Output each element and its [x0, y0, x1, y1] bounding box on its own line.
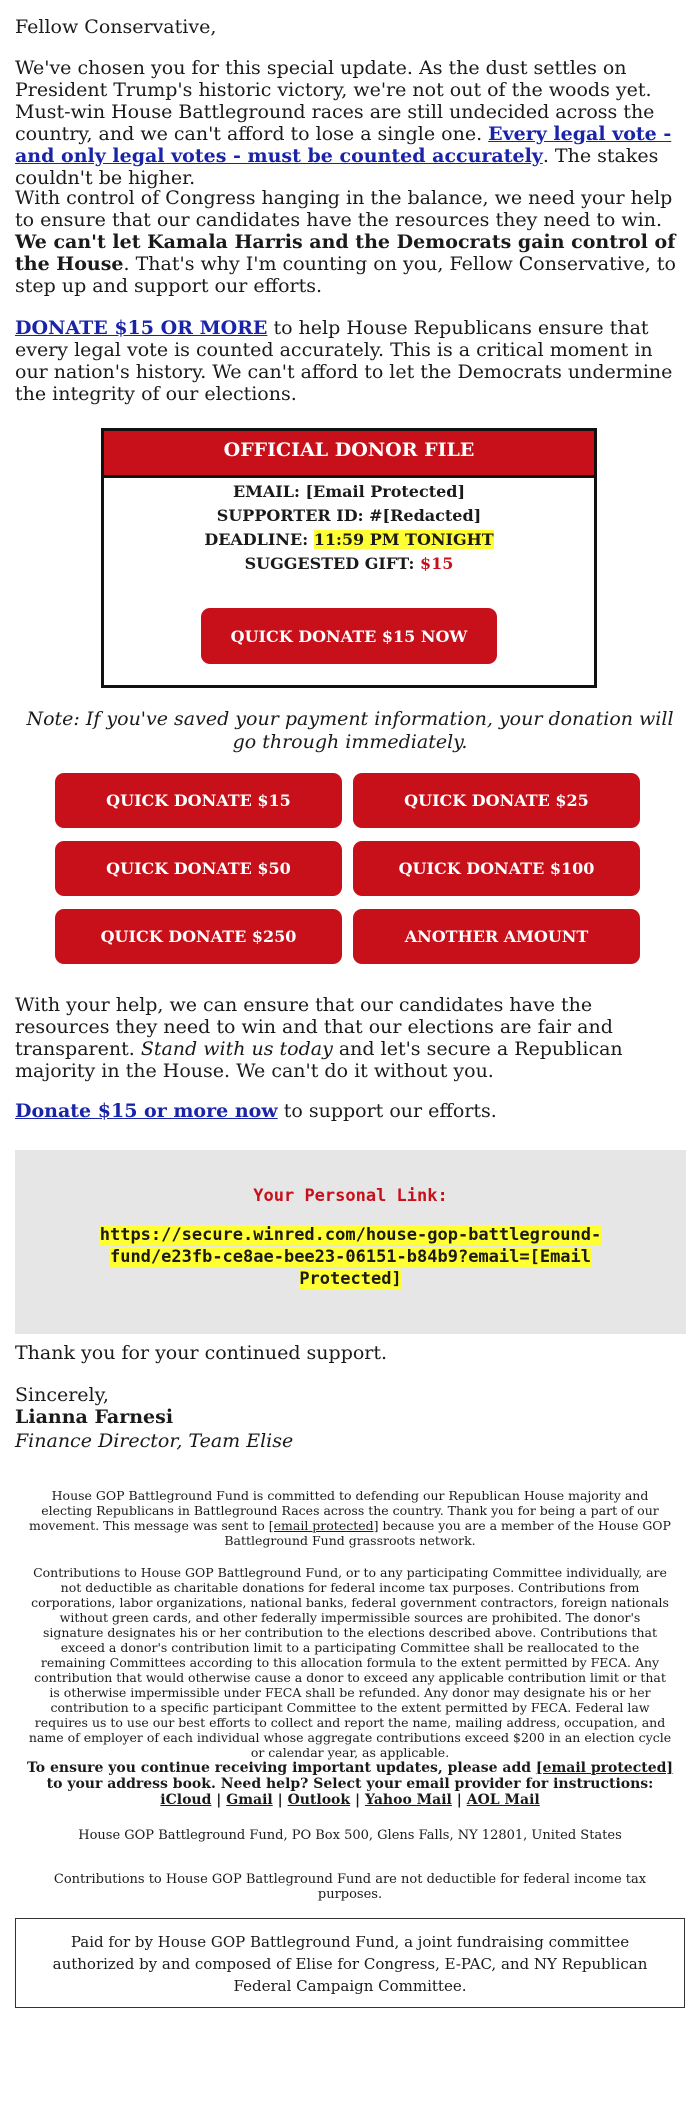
greeting: Fellow Conservative, — [15, 16, 217, 38]
signer-title: Finance Director, Team Elise — [15, 1430, 294, 1452]
personal-link-url[interactable]: https://secure.winred.com/house-gop-battleground-fund/e23fb-ce8ae-bee23-06151-b84b9?email=[Email Protected] — [99, 1225, 602, 1289]
control-paragraph — [15, 187, 685, 297]
donate-15-now-link[interactable]: Donate $15 or more now — [15, 1100, 278, 1122]
legal-votes-link[interactable]: Every legal vote - and only legal votes - must be counted accurately — [15, 123, 672, 167]
footer-deductible: Contributions to House GOP Battleground Fund are not deductible for federal income tax purposes. — [53, 1872, 647, 1902]
provider-yahoo-link[interactable]: Yahoo Mail — [364, 1792, 452, 1808]
provider-icloud-link[interactable]: iCloud — [160, 1792, 212, 1808]
help-italic: Stand with us today — [140, 1038, 333, 1060]
donor-gift-line: SUGGESTED GIFT: $15 — [244, 554, 454, 573]
donate-now-after: to support our efforts. — [277, 1100, 497, 1122]
help-paragraph — [15, 994, 685, 1082]
control-bold: We can't let Kamala Harris and the Democrats gain control of the House — [15, 231, 676, 275]
donor-supporter-line: SUPPORTER ID: #[Redacted] — [216, 506, 482, 525]
quick-donate-25-button[interactable]: QUICK DONATE $25 — [353, 773, 640, 828]
personal-link-box — [15, 1150, 686, 1334]
donor-file-box — [101, 428, 597, 688]
address-book-email: [email protected] — [535, 1760, 674, 1776]
footer-ensure: To ensure you continue receiving important updates, please add [email protected] to your address book. Need help? Select your email provider for instructions: iCloud | Gmail | Outlook | Yahoo Mail | AOL Mail — [26, 1760, 674, 1808]
quick-donate-250-button[interactable]: QUICK DONATE $250 — [55, 909, 342, 964]
footer-email: [email protected] — [268, 1518, 379, 1533]
deadline-value: 11:59 PM TONIGHT — [313, 530, 494, 549]
footer-about: House GOP Battleground Fund is committed to defending our Republican House majority and electing Republicans in Battleground Races across the country. Thank you for being a part of our movement. This message was sent to [email protected] because you are a member of the House GOP Battleground Fund grassroots network. — [29, 1488, 671, 1548]
sincerely-text: Sincerely, — [15, 1384, 109, 1406]
provider-outlook-link[interactable]: Outlook — [287, 1792, 351, 1808]
quick-donate-15-button[interactable]: QUICK DONATE $15 — [55, 773, 342, 828]
control-text: With control of Congress hanging in the balance, we need your help to ensure that our candidates have the resources they need to win. — [15, 187, 673, 231]
donate-after: to help House Republicans ensure that every legal vote is counted accurately. This is a critical moment in our nation's history. We can't afford to let the Democrats undermine the integrity of our elections. — [15, 317, 673, 405]
donate-now-paragraph — [15, 1100, 685, 1122]
supporter-id-value: #[Redacted] — [369, 506, 482, 525]
suggested-gift-value: $15 — [420, 554, 454, 573]
donor-deadline-line: DEADLINE: 11:59 PM TONIGHT — [204, 530, 494, 549]
paid-for-box: Paid for by House GOP Battleground Fund, a joint fundraising committee authorized by and composed of Elise for Congress, E-PAC, and NY Republican Federal Campaign Committee. — [15, 1918, 685, 2008]
intro-text: We've chosen you for this special update. As the dust settles on President Trump's historic victory, we're not out of the woods yet. Must-win House Battleground races are still undecided across the country, and we can't afford to lose a single one. — [15, 57, 655, 145]
footer-address: House GOP Battleground Fund, PO Box 500, Glens Falls, NY 12801, United States — [78, 1828, 622, 1843]
donor-file-details — [104, 480, 594, 576]
signer-name: Lianna Farnesi — [15, 1406, 174, 1428]
another-amount-button[interactable]: ANOTHER AMOUNT — [353, 909, 640, 964]
donor-email-value: [Email Protected] — [305, 482, 466, 501]
provider-aol-link[interactable]: AOL Mail — [466, 1792, 540, 1808]
provider-gmail-link[interactable]: Gmail — [226, 1792, 273, 1808]
donor-file-title: OFFICIAL DONOR FILE — [104, 431, 594, 478]
donate-paragraph — [15, 317, 685, 405]
intro-paragraph — [15, 57, 685, 189]
help-after: and let's secure a Republican majority in the House. We can't do it without you. — [15, 1038, 623, 1082]
intro-after: . The stakes couldn't be higher. — [15, 145, 659, 189]
donate-15-link[interactable]: DONATE $15 OR MORE — [15, 317, 268, 339]
personal-link-title: Your Personal Link: — [253, 1186, 448, 1206]
quick-donate-100-button[interactable]: QUICK DONATE $100 — [353, 841, 640, 896]
saved-payment-note: Note: If you've saved your payment information, your donation will go through immediately. — [26, 708, 674, 753]
control-after: . That's why I'm counting on you, Fellow Conservative, to step up and support our efforts. — [15, 253, 676, 297]
thanks-text: Thank you for your continued support. — [15, 1342, 388, 1364]
donor-email-line: EMAIL: [Email Protected] — [232, 482, 466, 501]
footer-legal: Contributions to House GOP Battleground Fund, or to any participating Committee individually, are not deductible as charitable donations for federal income tax purposes. Contributions from corporations, labor organizations, national banks, federal government contractors, foreign nationals without green cards, and other federally impermissible sources are prohibited. The donor's signature designates his or her contribution to the elections described above. Contributions that exceed a donor's contribution limit to a participating Committee shall be reallocated to the remaining Committees according to this allocation formula to the extent permitted by FECA. Any contribution that would otherwise cause a donor to exceed any applicable contribution limit or that is otherwise impermissible under FECA shall be refunded. Any donor may designate his or her contribution to a specific participant Committee to the extent permitted by FECA. Federal law requires us to use our best efforts to collect and report the name, mailing address, occupation, and name of employer of each individual whose aggregate contributions exceed $200 in an election cycle or calendar year, as applicable. — [28, 1565, 672, 1760]
quick-donate-50-button[interactable]: QUICK DONATE $50 — [55, 841, 342, 896]
quick-donate-15-now-button[interactable]: QUICK DONATE $15 NOW — [201, 608, 497, 664]
help-text: With your help, we can ensure that our candidates have the resources they need to win and that our elections are fair and transparent. — [15, 994, 613, 1060]
